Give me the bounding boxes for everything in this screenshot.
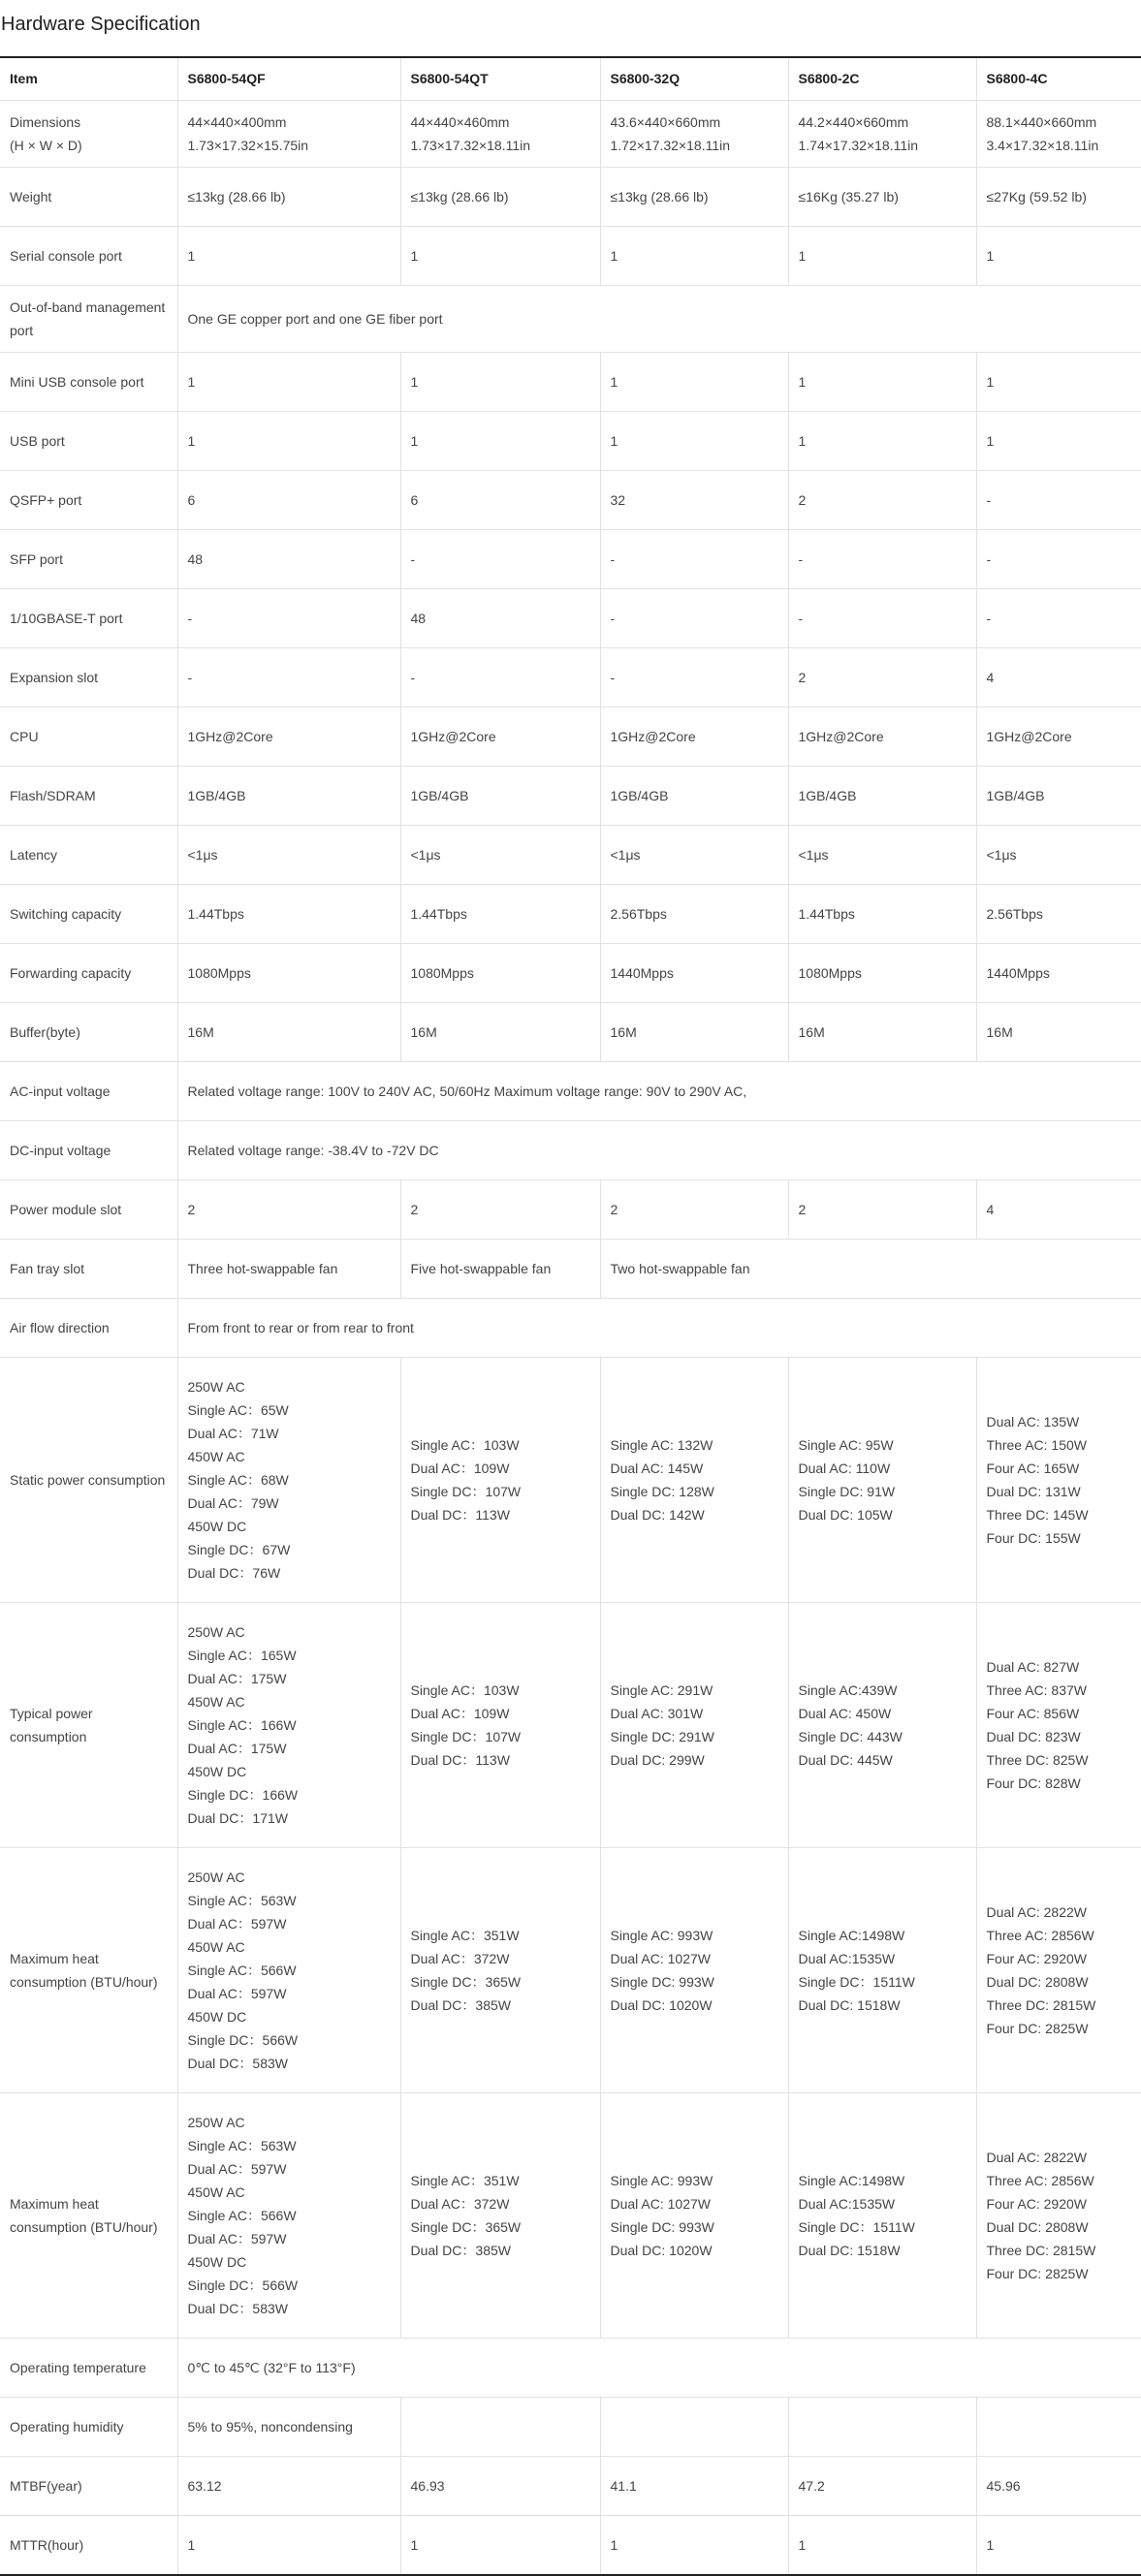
table-cell: 250W AC Single AC：563W Dual AC：597W 450W AC Single AC：566W Dual AC：597W 450W DC Single DC：566W Dual DC：583W — [177, 1847, 400, 2092]
row-label: Out-of-band management port — [0, 285, 177, 352]
table-cell: 6 — [177, 470, 400, 529]
table-cell: 1080Mpps — [788, 943, 976, 1002]
table-cell: - — [177, 588, 400, 647]
row-label: Air flow direction — [0, 1298, 177, 1357]
table-cell: Single AC:1498W Dual AC:1535W Single DC：1511W Dual DC: 1518W — [788, 2092, 976, 2338]
table-cell: 1440Mpps — [976, 943, 1141, 1002]
table-cell: 1GB/4GB — [788, 766, 976, 825]
table-row — [0, 1239, 1141, 1298]
table-row — [0, 2515, 1141, 2575]
table-cell: <1μs — [600, 825, 788, 884]
row-label: Serial console port — [0, 226, 177, 285]
table-row — [0, 1061, 1141, 1120]
table-row — [0, 1179, 1141, 1239]
row-label: Operating temperature — [0, 2338, 177, 2397]
table-row — [0, 1847, 1141, 2092]
table-cell: 1 — [788, 226, 976, 285]
row-label: Expansion slot — [0, 647, 177, 707]
row-label: USB port — [0, 411, 177, 470]
table-cell: 1 — [400, 352, 600, 411]
table-row — [0, 2338, 1141, 2397]
row-label: QSFP+ port — [0, 470, 177, 529]
table-cell: Dual AC: 2822W Three AC: 2856W Four AC: 2920W Dual DC: 2808W Three DC: 2815W Four DC: 2825W — [976, 2092, 1141, 2338]
table-cell: 1 — [788, 2515, 976, 2575]
table-cell: - — [788, 529, 976, 588]
row-label: SFP port — [0, 529, 177, 588]
table-cell: ≤13kg (28.66 lb) — [400, 167, 600, 226]
table-cell: 2 — [788, 1179, 976, 1239]
column-header: S6800-2C — [788, 57, 976, 100]
table-cell: Five hot-swappable fan — [400, 1239, 600, 1298]
table-cell: 1GB/4GB — [177, 766, 400, 825]
table-cell: Single AC：351W Dual AC：372W Single DC：365W Dual DC：385W — [400, 1847, 600, 2092]
row-label: Power module slot — [0, 1179, 177, 1239]
table-cell: 48 — [400, 588, 600, 647]
table-cell: 44×440×460mm 1.73×17.32×18.11in — [400, 100, 600, 167]
table-cell: 46.93 — [400, 2456, 600, 2515]
row-label: Typical power consumption — [0, 1602, 177, 1847]
table-cell: 0℃ to 45℃ (32°F to 113°F) — [177, 2338, 1141, 2397]
row-label: Operating humidity — [0, 2397, 177, 2456]
table-cell: Single AC：103W Dual AC：109W Single DC：107W Dual DC：113W — [400, 1602, 600, 1847]
table-cell: Single AC: 95W Dual AC: 110W Single DC: 91W Dual DC: 105W — [788, 1357, 976, 1602]
row-label: Buffer(byte) — [0, 1002, 177, 1061]
table-cell: ≤16Kg (35.27 lb) — [788, 167, 976, 226]
row-label: Weight — [0, 167, 177, 226]
table-cell: 4 — [976, 1179, 1141, 1239]
table-cell: 1GB/4GB — [600, 766, 788, 825]
table-cell: 2.56Tbps — [976, 884, 1141, 943]
table-row — [0, 588, 1141, 647]
table-cell: 1GHz@2Core — [177, 707, 400, 766]
table-cell: 1GHz@2Core — [400, 707, 600, 766]
table-cell: 1.44Tbps — [788, 884, 976, 943]
table-cell: 2 — [788, 647, 976, 707]
table-row — [0, 884, 1141, 943]
table-cell: Related voltage range: -38.4V to -72V DC — [177, 1120, 1141, 1179]
table-cell: Dual AC: 135W Three AC: 150W Four AC: 165W Dual DC: 131W Three DC: 145W Four DC: 155W — [976, 1357, 1141, 1602]
table-cell: - — [600, 588, 788, 647]
spec-table — [0, 56, 1141, 2576]
table-cell: 1GB/4GB — [976, 766, 1141, 825]
table-cell: - — [600, 647, 788, 707]
column-header: S6800-32Q — [600, 57, 788, 100]
table-cell: Three hot-swappable fan — [177, 1239, 400, 1298]
table-cell: Single AC: 993W Dual AC: 1027W Single DC: 993W Dual DC: 1020W — [600, 2092, 788, 2338]
table-row — [0, 100, 1141, 167]
table-row — [0, 167, 1141, 226]
table-cell: 1 — [600, 411, 788, 470]
table-cell: 44×440×400mm 1.73×17.32×15.75in — [177, 100, 400, 167]
column-header: S6800-4C — [976, 57, 1141, 100]
table-cell: 4 — [976, 647, 1141, 707]
column-header: S6800-54QT — [400, 57, 600, 100]
table-cell: 43.6×440×660mm 1.72×17.32×18.11in — [600, 100, 788, 167]
table-cell: <1μs — [788, 825, 976, 884]
table-cell: 47.2 — [788, 2456, 976, 2515]
table-cell: 1 — [788, 352, 976, 411]
table-row — [0, 2092, 1141, 2338]
table-cell: - — [976, 470, 1141, 529]
table-cell: Related voltage range: 100V to 240V AC, 50/60Hz Maximum voltage range: 90V to 290V AC, — [177, 1061, 1141, 1120]
table-cell: 1GHz@2Core — [600, 707, 788, 766]
table-cell: 16M — [788, 1002, 976, 1061]
row-label: Maximum heat consumption (BTU/hour) — [0, 1847, 177, 2092]
table-cell: 2 — [600, 1179, 788, 1239]
row-label: Fan tray slot — [0, 1239, 177, 1298]
table-header-row — [0, 57, 1141, 100]
table-row — [0, 766, 1141, 825]
table-cell: 16M — [177, 1002, 400, 1061]
table-cell: 16M — [600, 1002, 788, 1061]
column-header: Item — [0, 57, 177, 100]
table-row — [0, 1120, 1141, 1179]
table-cell: 16M — [400, 1002, 600, 1061]
table-cell: Single AC: 291W Dual AC: 301W Single DC: 291W Dual DC: 299W — [600, 1602, 788, 1847]
table-cell: - — [600, 529, 788, 588]
table-cell: <1μs — [976, 825, 1141, 884]
table-cell: 1GB/4GB — [400, 766, 600, 825]
table-row — [0, 1298, 1141, 1357]
row-label: Mini USB console port — [0, 352, 177, 411]
table-cell: Dual AC: 827W Three AC: 837W Four AC: 856W Dual DC: 823W Three DC: 825W Four DC: 828W — [976, 1602, 1141, 1847]
table-cell: 63.12 — [177, 2456, 400, 2515]
table-row — [0, 1602, 1141, 1847]
table-cell: ≤13kg (28.66 lb) — [177, 167, 400, 226]
row-label: MTTR(hour) — [0, 2515, 177, 2575]
row-label: MTBF(year) — [0, 2456, 177, 2515]
table-cell: 1 — [177, 411, 400, 470]
row-label: Latency — [0, 825, 177, 884]
page-title: Hardware Specification — [1, 14, 201, 35]
table-cell: 1GHz@2Core — [976, 707, 1141, 766]
table-cell: 250W AC Single AC：563W Dual AC：597W 450W AC Single AC：566W Dual AC：597W 450W DC Single DC：566W Dual DC：583W — [177, 2092, 400, 2338]
table-cell: 88.1×440×660mm 3.4×17.32×18.11in — [976, 100, 1141, 167]
table-row — [0, 285, 1141, 352]
table-cell: <1μs — [177, 825, 400, 884]
table-cell: 1 — [976, 226, 1141, 285]
table-cell — [600, 2397, 788, 2456]
table-cell: 1.44Tbps — [400, 884, 600, 943]
row-label: Switching capacity — [0, 884, 177, 943]
table-cell: 45.96 — [976, 2456, 1141, 2515]
table-cell: 32 — [600, 470, 788, 529]
table-cell: Single AC：351W Dual AC：372W Single DC：365W Dual DC：385W — [400, 2092, 600, 2338]
table-row — [0, 1002, 1141, 1061]
table-cell: 41.1 — [600, 2456, 788, 2515]
table-cell: 1 — [177, 226, 400, 285]
table-row — [0, 943, 1141, 1002]
table-cell: 250W AC Single AC：65W Dual AC：71W 450W AC Single AC：68W Dual AC：79W 450W DC Single DC：67W Dual DC：76W — [177, 1357, 400, 1602]
table-cell: Single AC:439W Dual AC: 450W Single DC: 443W Dual DC: 445W — [788, 1602, 976, 1847]
table-cell: 1 — [788, 411, 976, 470]
table-cell: 1440Mpps — [600, 943, 788, 1002]
table-cell: 1 — [976, 352, 1141, 411]
table-cell: Two hot-swappable fan — [600, 1239, 1141, 1298]
table-cell: 1 — [976, 2515, 1141, 2575]
table-cell — [400, 2397, 600, 2456]
table-cell: <1μs — [400, 825, 600, 884]
table-cell: - — [976, 588, 1141, 647]
column-header: S6800-54QF — [177, 57, 400, 100]
table-cell: - — [177, 647, 400, 707]
table-cell: 1080Mpps — [177, 943, 400, 1002]
row-label: Dimensions (H × W × D) — [0, 100, 177, 167]
table-row — [0, 647, 1141, 707]
table-cell: Single AC: 993W Dual AC: 1027W Single DC: 993W Dual DC: 1020W — [600, 1847, 788, 2092]
table-cell: 1GHz@2Core — [788, 707, 976, 766]
table-cell: - — [788, 588, 976, 647]
table-cell: ≤13kg (28.66 lb) — [600, 167, 788, 226]
table-cell: Single AC: 132W Dual AC: 145W Single DC: 128W Dual DC: 142W — [600, 1357, 788, 1602]
table-row — [0, 2456, 1141, 2515]
row-label: CPU — [0, 707, 177, 766]
table-cell: 1 — [177, 2515, 400, 2575]
row-label: Flash/SDRAM — [0, 766, 177, 825]
table-cell: Single AC:1498W Dual AC:1535W Single DC：1511W Dual DC: 1518W — [788, 1847, 976, 2092]
table-cell: 1 — [400, 411, 600, 470]
table-row — [0, 2397, 1141, 2456]
table-cell: 1 — [600, 352, 788, 411]
row-label: Static power consumption — [0, 1357, 177, 1602]
table-cell: Dual AC: 2822W Three AC: 2856W Four AC: 2920W Dual DC: 2808W Three DC: 2815W Four DC: 2825W — [976, 1847, 1141, 2092]
table-cell: 1 — [976, 411, 1141, 470]
table-row — [0, 411, 1141, 470]
row-label: AC-input voltage — [0, 1061, 177, 1120]
row-label: Forwarding capacity — [0, 943, 177, 1002]
table-cell: 5% to 95%, noncondensing — [177, 2397, 400, 2456]
table-row — [0, 226, 1141, 285]
table-cell: From front to rear or from rear to front — [177, 1298, 1141, 1357]
table-cell: 2 — [788, 470, 976, 529]
table-cell: 1080Mpps — [400, 943, 600, 1002]
table-cell: 1 — [600, 2515, 788, 2575]
table-cell: Single AC：103W Dual AC：109W Single DC：107W Dual DC：113W — [400, 1357, 600, 1602]
table-cell: 1 — [600, 226, 788, 285]
table-cell: 1 — [400, 2515, 600, 2575]
table-cell: ≤27Kg (59.52 lb) — [976, 167, 1141, 226]
table-cell: 48 — [177, 529, 400, 588]
table-row — [0, 529, 1141, 588]
table-cell: 16M — [976, 1002, 1141, 1061]
table-cell: 44.2×440×660mm 1.74×17.32×18.11in — [788, 100, 976, 167]
table-row — [0, 707, 1141, 766]
table-row — [0, 470, 1141, 529]
table-cell: 2.56Tbps — [600, 884, 788, 943]
table-cell: 1 — [177, 352, 400, 411]
table-cell: One GE copper port and one GE fiber port — [177, 285, 1141, 352]
table-cell: 6 — [400, 470, 600, 529]
table-cell: - — [400, 647, 600, 707]
row-label: 1/10GBASE-T port — [0, 588, 177, 647]
table-cell: 1.44Tbps — [177, 884, 400, 943]
table-cell: 2 — [400, 1179, 600, 1239]
table-cell — [976, 2397, 1141, 2456]
table-cell: - — [400, 529, 600, 588]
table-row — [0, 825, 1141, 884]
table-row — [0, 1357, 1141, 1602]
table-cell — [788, 2397, 976, 2456]
table-row — [0, 352, 1141, 411]
table-cell: 2 — [177, 1179, 400, 1239]
row-label: DC-input voltage — [0, 1120, 177, 1179]
table-cell: - — [976, 529, 1141, 588]
table-cell: 1 — [400, 226, 600, 285]
row-label: Maximum heat consumption (BTU/hour) — [0, 2092, 177, 2338]
table-cell: 250W AC Single AC：165W Dual AC：175W 450W AC Single AC：166W Dual AC：175W 450W DC Single DC：166W Dual DC：171W — [177, 1602, 400, 1847]
